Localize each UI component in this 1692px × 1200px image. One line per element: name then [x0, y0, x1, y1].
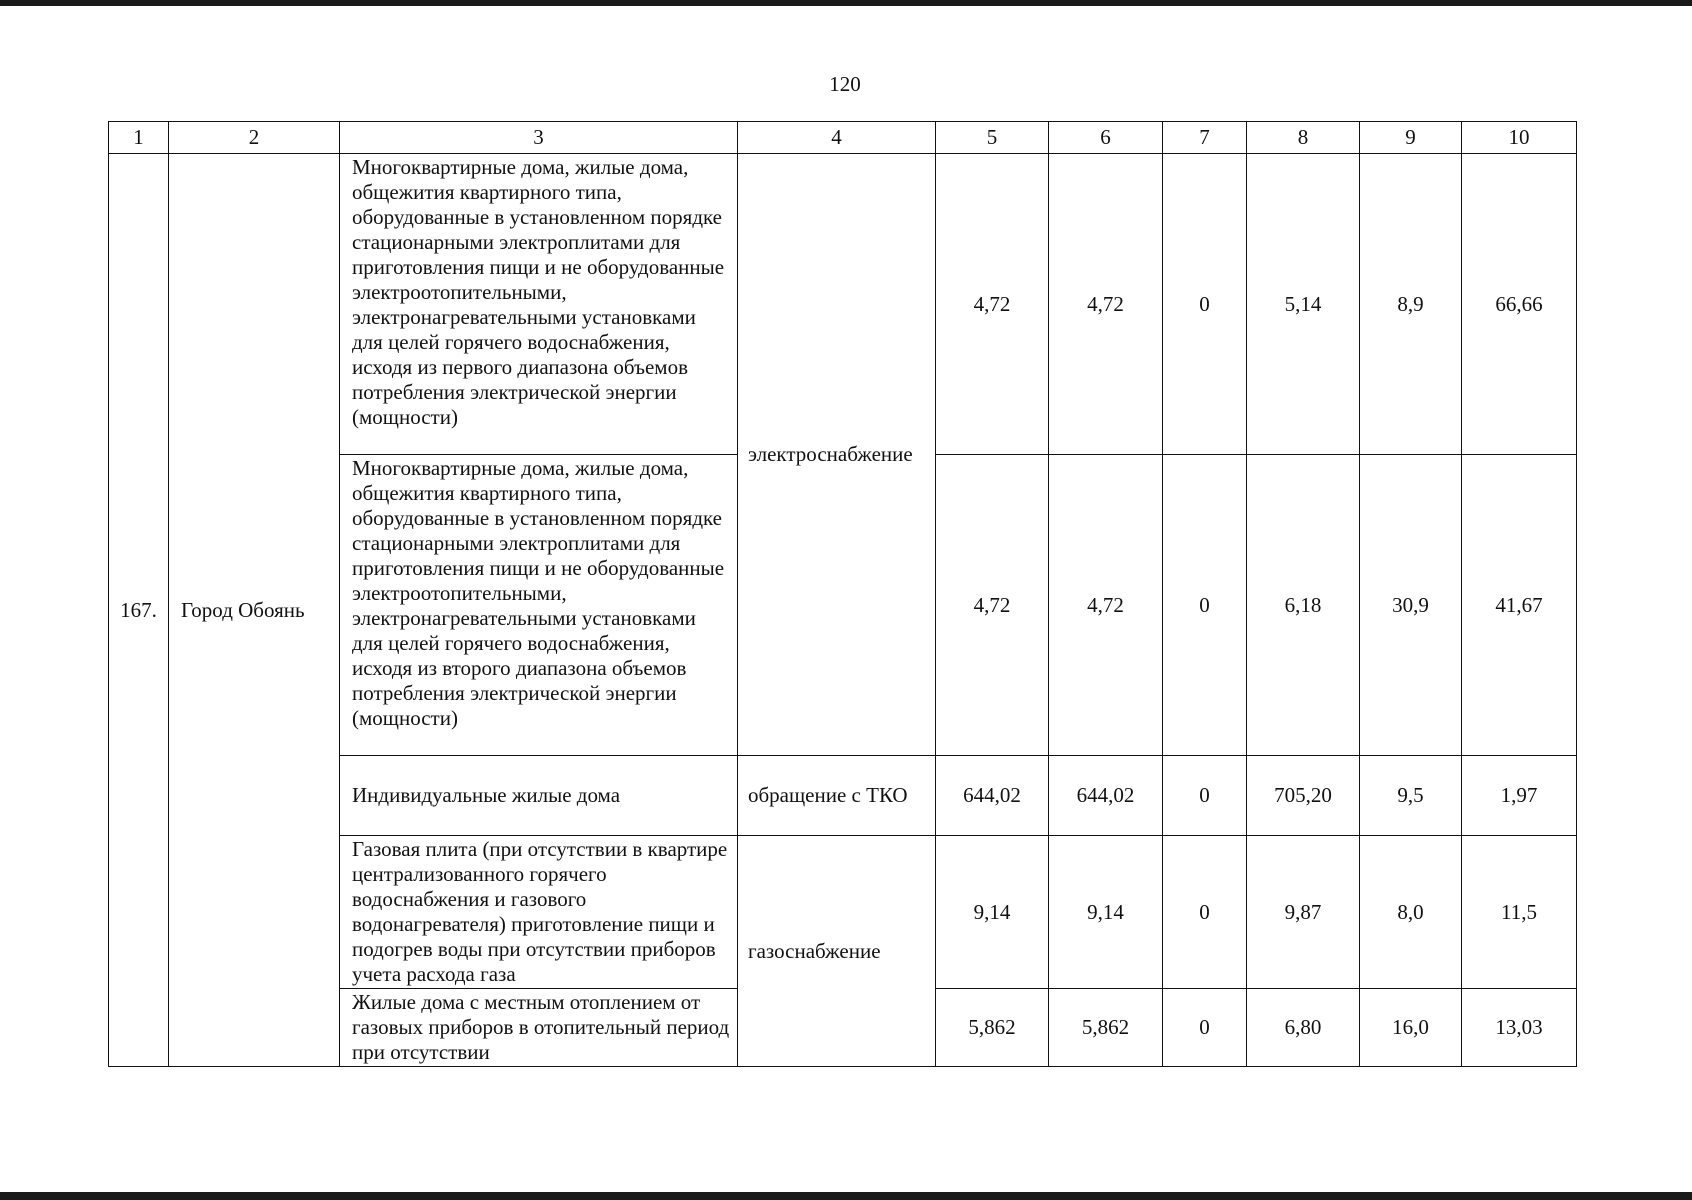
value-cell: 4,72	[1049, 154, 1163, 455]
column-header: 3	[340, 122, 738, 154]
column-header: 5	[936, 122, 1049, 154]
column-header: 8	[1247, 122, 1360, 154]
value-cell: 0	[1163, 836, 1247, 989]
value-cell: 644,02	[936, 756, 1049, 836]
value-cell: 9,87	[1247, 836, 1360, 989]
consumer-category: Многоквартирные дома, жилые дома, общежития квартирного типа, оборудованные в установленном порядке стационарными электроплитами для приготовления пищи и не оборудованные электроотопительными, электронагревательными установками для целей горячего водоснабжения, исходя из первого диапазона объемов потребления электрической энергии (мощности)	[340, 154, 738, 455]
column-header: 7	[1163, 122, 1247, 154]
consumer-category: Газовая плита (при отсутствии в квартире централизованного горячего водоснабжения и газового водонагревателя) приготовление пищи и подогрев воды при отсутствии приборов учета расхода газа	[340, 836, 738, 989]
value-cell: 8,0	[1360, 836, 1462, 989]
value-cell: 9,14	[1049, 836, 1163, 989]
value-cell: 11,5	[1462, 836, 1577, 989]
scan-edge-top	[0, 0, 1692, 6]
service-type: газоснабжение	[738, 836, 936, 1067]
value-cell: 16,0	[1360, 989, 1462, 1067]
table-row	[109, 154, 1577, 455]
value-cell: 6,80	[1247, 989, 1360, 1067]
value-cell: 644,02	[1049, 756, 1163, 836]
value-cell: 4,72	[936, 154, 1049, 455]
value-cell: 0	[1163, 989, 1247, 1067]
city-name: Город Обоянь	[169, 154, 340, 1067]
value-cell: 13,03	[1462, 989, 1577, 1067]
value-cell: 5,14	[1247, 154, 1360, 455]
column-header: 10	[1462, 122, 1577, 154]
value-cell: 0	[1163, 756, 1247, 836]
service-type: электроснабжение	[738, 154, 936, 756]
service-type: обращение с ТКО	[738, 756, 936, 836]
consumer-category: Многоквартирные дома, жилые дома, общежития квартирного типа, оборудованные в установленном порядке стационарными электроплитами для приготовления пищи и не оборудованные электроотопительными, электронагревательными установками для целей горячего водоснабжения, исходя из второго диапазона объемов потребления электрической энергии (мощности)	[340, 455, 738, 756]
value-cell: 1,97	[1462, 756, 1577, 836]
value-cell: 66,66	[1462, 154, 1577, 455]
value-cell: 0	[1163, 154, 1247, 455]
value-cell: 8,9	[1360, 154, 1462, 455]
column-header: 2	[169, 122, 340, 154]
header-row	[109, 122, 1577, 154]
row-index: 167.	[109, 154, 169, 1067]
value-cell: 0	[1163, 455, 1247, 756]
column-header: 9	[1360, 122, 1462, 154]
value-cell: 5,862	[936, 989, 1049, 1067]
value-cell: 30,9	[1360, 455, 1462, 756]
value-cell: 705,20	[1247, 756, 1360, 836]
value-cell: 41,67	[1462, 455, 1577, 756]
column-header: 4	[738, 122, 936, 154]
value-cell: 6,18	[1247, 455, 1360, 756]
consumer-category: Жилые дома с местным отоплением от газовых приборов в отопительный период при отсутствии	[340, 989, 738, 1067]
column-header: 6	[1049, 122, 1163, 154]
column-header: 1	[109, 122, 169, 154]
value-cell: 4,72	[1049, 455, 1163, 756]
consumer-category: Индивидуальные жилые дома	[340, 756, 738, 836]
page-number: 120	[829, 72, 861, 96]
value-cell: 5,862	[1049, 989, 1163, 1067]
value-cell: 4,72	[936, 455, 1049, 756]
value-cell: 9,14	[936, 836, 1049, 989]
value-cell: 9,5	[1360, 756, 1462, 836]
tariff-table	[108, 121, 1577, 1067]
scan-edge-bottom	[0, 1192, 1692, 1200]
